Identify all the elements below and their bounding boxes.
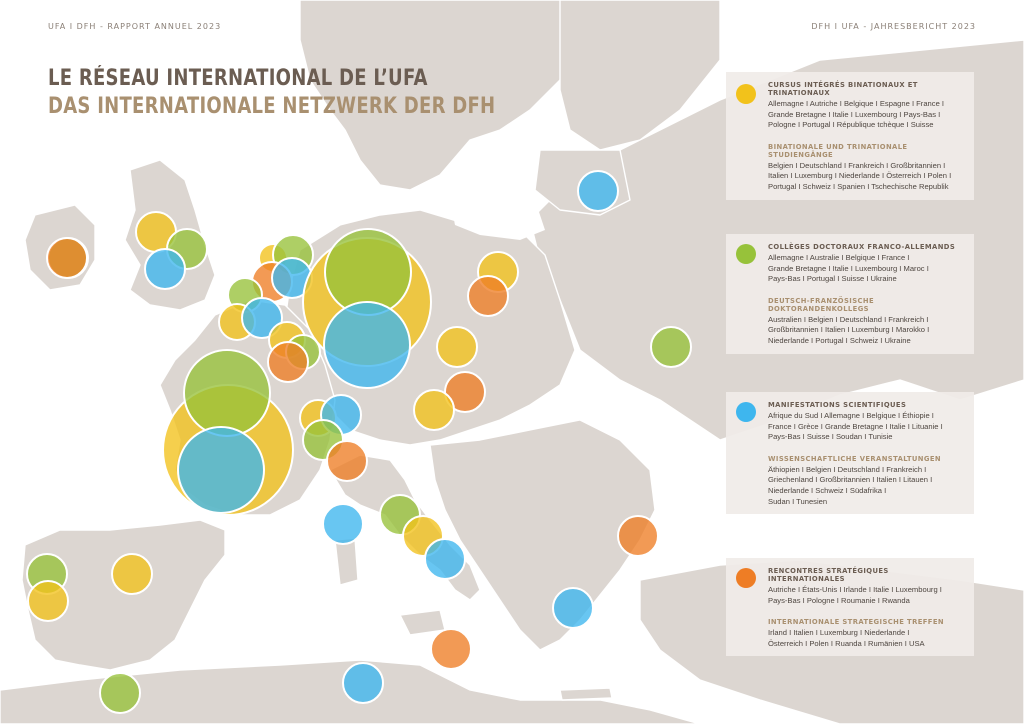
blue-bubble — [178, 427, 264, 513]
legend-line: Autriche I États-Unis I Irlande I Italie I Luxembourg I — [768, 585, 942, 594]
orange-bubble — [431, 629, 471, 669]
legend-line: Allemagne I Autriche I Belgique I Espagne I France I — [768, 99, 945, 108]
legend-rencontres — [726, 558, 974, 656]
header-right: DFH I UFA - JAHRESBERICHT 2023 — [811, 22, 976, 31]
legend-line: Sudan I Tunesien — [768, 496, 828, 506]
legend-manifestations — [726, 392, 974, 514]
legend-title-fr: RENCONTRES STRATÉGIQUES INTERNATIONALES — [768, 567, 889, 583]
legend-line: Grande Bretagne I Italie I Luxembourg I Maroc I — [768, 263, 929, 273]
orange-bubble — [327, 441, 367, 481]
legend-title-de: BINATIONALE UND TRINATIONALE STUDIENGÄNGE — [768, 142, 908, 159]
legend-title-fr: COLLÈGES DOCTORAUX FRANCO-ALLEMANDS — [768, 243, 956, 251]
blue-bubble — [145, 249, 185, 289]
legend-line: Portugal I Schweiz I Spanien I Tschechische Republik — [768, 181, 949, 191]
legend-line: Pays-Bas I Pologne I Roumanie I Rwanda — [768, 595, 910, 605]
blue-bubble — [553, 588, 593, 628]
orange-bubble — [618, 516, 658, 556]
page-title-de: DAS INTERNATIONALE NETZWERK DER DFH — [48, 94, 496, 119]
legend-line: Grande Bretagne I Italie I Luxembourg I Pays-Bas I — [768, 109, 941, 119]
yellow-bubble — [437, 327, 477, 367]
legend-line: Pays-Bas I Portugal I Suisse I Ukraine — [768, 274, 897, 284]
yellow-bubble — [112, 554, 152, 594]
orange-bubble — [268, 342, 308, 382]
legend-colleges — [726, 234, 974, 354]
legend-title-de: DEUTSCH-FRANZÖSISCHE DOKTORANDENKOLLEGS — [768, 296, 875, 313]
green-bubble — [651, 327, 691, 367]
legend-line: Afrique du Sud I Allemagne I Belgique I Éthiopie I — [768, 411, 934, 420]
orange-bubble — [468, 276, 508, 316]
blue-bubble — [323, 504, 363, 544]
legend-line: Pays-Bas I Suisse I Soudan I Tunisie — [768, 432, 893, 442]
legend-line: Österreich I Polen I Ruanda I Rumänien I USA — [768, 638, 925, 648]
legend-line: Großbritannien I Italien I Luxemburg I Marokko I — [768, 325, 930, 335]
blue-bubble — [425, 539, 465, 579]
green-dot-icon — [736, 244, 756, 264]
legend-line: Niederlande I Schweiz I Südafrika I — [768, 485, 887, 495]
orange-dot-icon — [736, 568, 756, 588]
legend-line: Allemagne I Australie I Belgique I France I — [768, 253, 910, 262]
legend-line: France I Grèce I Grande Bretagne I Italie I Lituanie I — [768, 421, 943, 431]
legend-title-fr: MANIFESTATIONS SCIENTIFIQUES — [768, 401, 907, 409]
legend-line: Australien I Belgien I Deutschland I Frankreich I — [768, 314, 929, 324]
blue-dot-icon — [736, 402, 756, 422]
legend-line: Belgien I Deutschland I Frankreich I Großbritannien I — [768, 160, 946, 170]
green-bubble — [184, 350, 270, 436]
legend-title-fr: CURSUS INTÉGRÉS BINATIONAUX ET TRINATIONAUX — [768, 81, 918, 97]
legend-line: Griechenland I Großbritannien I Italien I Litauen I — [768, 475, 933, 485]
legend-line: Italien I Luxemburg I Niederlande I Österreich I Polen I — [768, 171, 952, 181]
header-left: UFA I DFH - RAPPORT ANNUEL 2023 — [48, 22, 222, 31]
yellow-dot-icon — [736, 84, 756, 104]
yellow-bubble — [414, 390, 454, 430]
legend-line: Pologne I Portugal I République tchèque I Suisse — [768, 120, 934, 130]
legend-cursus — [726, 72, 974, 200]
orange-bubble — [47, 238, 87, 278]
legend-title-de: WISSENSCHAFTLICHE VERANSTALTUNGEN — [768, 454, 942, 463]
blue-bubble — [578, 171, 618, 211]
blue-bubble — [324, 302, 410, 388]
legend-line: Äthiopien I Belgien I Deutschland I Frankreich I — [768, 464, 927, 474]
green-bubble — [100, 673, 140, 713]
legend-line: Niederlande I Portugal I Schweiz I Ukraine — [768, 335, 911, 345]
legend-line: Irland I Italien I Luxemburg I Niederlande I — [768, 628, 910, 638]
crete-land — [560, 688, 612, 700]
blue-bubble — [343, 663, 383, 703]
page-title-fr: LE RÉSEAU INTERNATIONAL DE L’UFA — [48, 66, 428, 91]
yellow-bubble — [28, 581, 68, 621]
legend-title-de: INTERNATIONALE STRATEGISCHE TREFFEN — [768, 618, 944, 627]
